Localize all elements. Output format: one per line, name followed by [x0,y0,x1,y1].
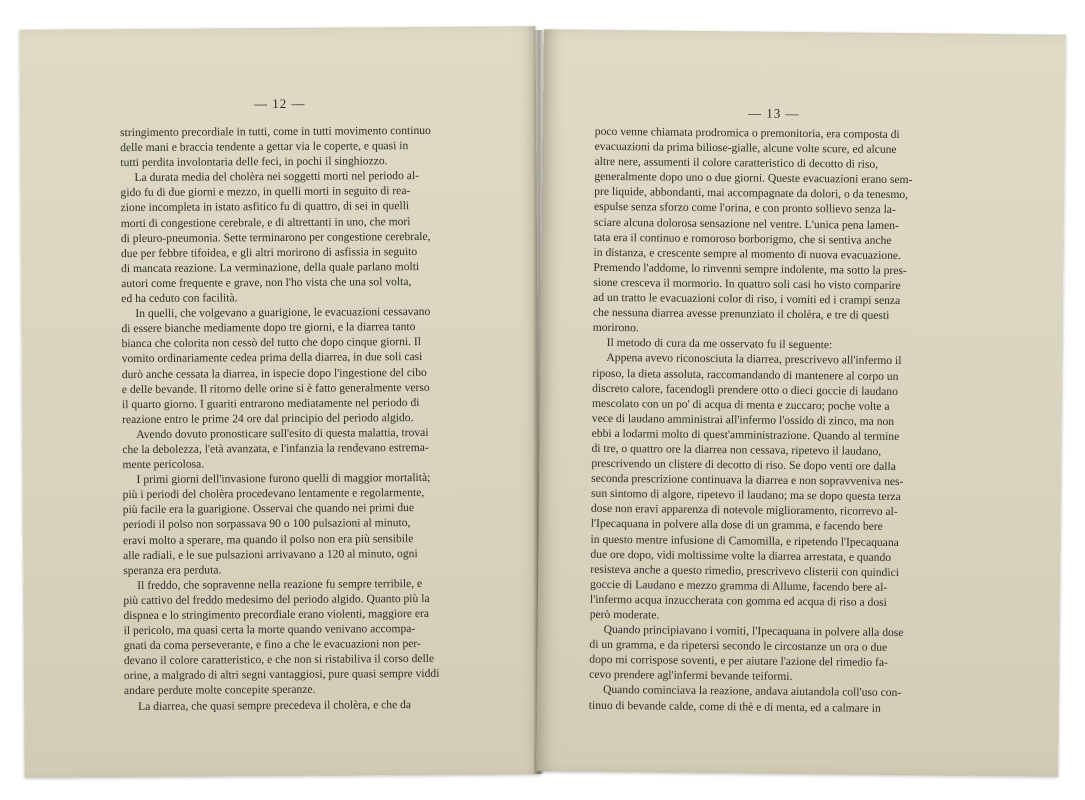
text-line: di mancata reazione. La verminazione, della quale parlano molti [121,259,420,275]
text-line: ebbi a lodarmi molto di quest'amministrazione. Quando al termine [591,426,900,443]
text-line: durò anche cessata la diarrea, in ispecie dopo l'ingestione del cibo [121,365,427,381]
text-line: periodi il polso non sorpassava 90 o 100 pulsazioni al minuto, [122,516,411,532]
text-line: speranza era perduta. [123,563,222,577]
text-line: in questo mentre infusione di Camomilla, e ripetendo l'Ipecaquana [590,532,899,549]
text-line: espulse senza sforzo come l'orina, e con pronto sollievo senza la- [593,200,896,217]
text-line: mescolato con un po' di acqua di menta e zuccaro; poche volte a [591,396,890,413]
text-line: cevo prendere agl'infermi bevande teiformi. [589,668,793,684]
text-line: il quarto giorno. I guariti entrarono mediatamente nel periodo di [121,395,420,411]
text-line: bianca che colorita non cessò del tutto che dopo cinque giorni. Il [121,335,422,351]
text-line: più cattivo del freddo medesimo del periodo algido. Quanto più la [123,591,430,608]
text-line: alle radiali, e le sue pulsazioni arrivavano a 120 al minuto, ogni [123,546,418,562]
left-page [19,26,540,778]
text-line: delle mani e braccia tendente a gettar via le coperte, e quasi in [120,139,409,155]
text-line: dose non eravi apparenza di notevole miglioramento, ricorrevo al- [590,502,898,519]
text-line: Quando cominciava la reazione, andava aiutandola coll'uso con- [602,683,902,700]
text-line: più i periodi del cholèra procedevano lentamente e regolarmente, [122,486,425,502]
text-line: gido fu di due giorni e mezzo, in quelli morti in seguito di rea- [120,184,411,200]
text-line: più facile era la guarigione. Osservai che quando nei primi due [122,501,415,517]
text-line: due per febbre tifoidea, e gli altri morirono di asfissia in seguito [120,244,418,260]
text-line: di essere bianche mediamente dopo tre giorni, e la diarrea tanto [121,320,416,336]
text-line: I primi giorni dell'invasione furono quelli di maggior mortalità; [136,471,431,487]
text-line: di pleuro-pneumonia. Sette terminarono per congestione cerebrale, [120,229,431,245]
text-line: prescrivendo un clistere di decotto di riso. Se dopo venti ore dalla [591,456,896,474]
text-line: tinuo di bevande calde, come di thè e di menta, ed a calmare in [588,698,881,715]
text-line: La diarrea, che quasi sempre precedeva il cholèra, e che da [138,697,412,713]
text-line: evacuazioni da prima biliose-gialle, alcune volte scure, ed alcune [594,139,897,157]
text-line: però moderate. [589,607,660,622]
page-text-column [120,122,504,713]
text-line: ed ha ceduto con facilità. [121,291,238,306]
text-line: morti di congestione cerebrale, e di altrettanti in uno, che morì [120,214,411,230]
right-page [536,29,1066,776]
text-line: Quando principiavano i vomiti, l'Ipecaquana in polvere alla dose [603,623,904,640]
text-line: sione cresceva il mormorio. In quattro soli casi ho visto comparire [593,275,901,292]
text-line: tutti perdita involontaria delle feci, in pochi il singhiozzo. [120,154,388,170]
text-line: vomito ordinariamente cedea prima della diarrea, in due soli casi [121,350,423,366]
text-line: reazione entro le prime 24 ore dal principio del periodo algido. [122,410,414,426]
text-line: poco venne chiamata prodromica o premonitoria, era composta di [594,124,900,142]
text-line: di un gramma, e da ripetersi secondo le circostanze un ora o due [589,637,888,655]
text-line: zione incompleta in istato asfitico fu di quattro, di sei in quelli [120,199,410,215]
text-line: autori come frequente e grave, non l'ho vista che una sol volta, [121,275,412,291]
text-line: Appena avevo riconosciuta la diarrea, prescrivevo all'infermo il [606,351,902,368]
text-line: di tre, o quattro ore la diarrea non cessava, ripetevo il laudano, [591,441,882,458]
text-line: tata era il continuo e romoroso borborigmo, che si sentiva anche [593,230,892,247]
text-line: e delle bevande. Il ritorno delle orine si è fatto generalmente verso [121,380,430,396]
text-line: sciare alcuna dolorosa sensazione nel ventre. L'unica pena lamen- [593,215,899,232]
text-line: morirono. [592,321,639,335]
text-line: La durata media del cholèra nei soggetti morti nel periodo al- [134,169,420,185]
text-line: Il freddo, che sopravenne nella reazione fu sempre terribile, e [137,576,423,592]
text-line: gnati da coma perseverante, e fino a che le evacuazioni non per- [123,637,421,653]
text-line: l'infermo acqua inzuccherata con gomma ed acqua di riso a dosi [589,592,887,609]
text-line: andare perdute molte concepite speranze. [123,683,316,698]
text-line: eravi molto a sperare, ma quando il polso non era più sensibile [122,531,414,547]
text-line: stringimento precordiale in tutti, come in tutti movimento continuo [120,123,431,140]
text-line: il pericolo, ma quasi certa la morte quando venivano accompa- [123,622,416,638]
text-line: vece di laudano amministrai all'infermo l'ossido di zinco, ma non [591,411,895,428]
text-line: discreto calore, facendogli prendere otto o dieci goccie di laudano [592,381,899,398]
text-line: ad un tratto le evacuazioni color di riso, i vomiti ed i crampi senza [593,290,901,308]
text-line: resisteva anche a questo rimedio, prescrivevo clisterii con quindici [590,562,900,579]
text-line: pre liquide, abbondanti, mai accompagnate da dolori, o da tenesmo, [594,185,909,202]
page-number: — 13 — [747,105,800,121]
text-line: l'Ipecaquana in polvere alla dose di un gramma, e facendo bere [590,517,883,534]
text-line: generalmente dopo uno o due giorni. Queste evacuazioni erano sem- [594,170,913,187]
text-line: due ore dopo, vidi moltissime volte la diarrea arrestata, e quando [590,547,892,564]
text-line: altre nere, assumenti il colore caratteristico di decotto di riso, [594,155,879,171]
text-line: Premendo l'addome, lo rinvenni sempre indolente, ma sotto la pres- [593,260,907,277]
text-line: dopo mi corrispose soventi, e per aiutare l'azione del rimedio fa- [589,653,888,670]
text-line: che la debolezza, l'età avanzata, e l'infanzia la rendevano estrema- [122,440,429,457]
text-line: in distanza, e crescente sempre al momento di nuova evacuazione. [593,245,902,262]
text-line: Avendo dovuto pronosticare sull'esito di questa malattia, trovai [136,425,429,441]
text-line: Il metodo di cura da me osservato fu il seguente: [606,336,833,352]
text-line: dispnea e lo stringimento precordiale erano violenti, maggiore era [123,606,430,623]
text-line: In quelli, che volgevano a guarigione, le evacuazioni cessavano [135,305,431,321]
text-line: mente pericolosa. [122,457,205,472]
text-line: orine, a malgrado di altri segni vantaggiosi, pure quasi sempre viddi [123,667,440,683]
text-line: seconda prescrizione continuava la diarrea e non sopravveniva nes- [591,471,904,489]
text-line: sun sintomo di algore, ripetevo il laudano; ma se dopo questa terza [590,487,901,504]
text-line: goccie di Laudano e mezzo gramma di Allume, facendo bere al- [590,577,888,594]
page-number: — 12 — [253,95,306,112]
text-line: devano il colore caratteristico, e che non si ristabiliva il corso delle [123,652,435,668]
page-text-column [589,124,995,717]
text-line: che nessuna diarrea avesse prenunziato il cholèra, e tre di questi [592,305,890,323]
text-line: riposo, la dieta assoluta, raccomandando di mantenere al corpo un [592,366,899,383]
